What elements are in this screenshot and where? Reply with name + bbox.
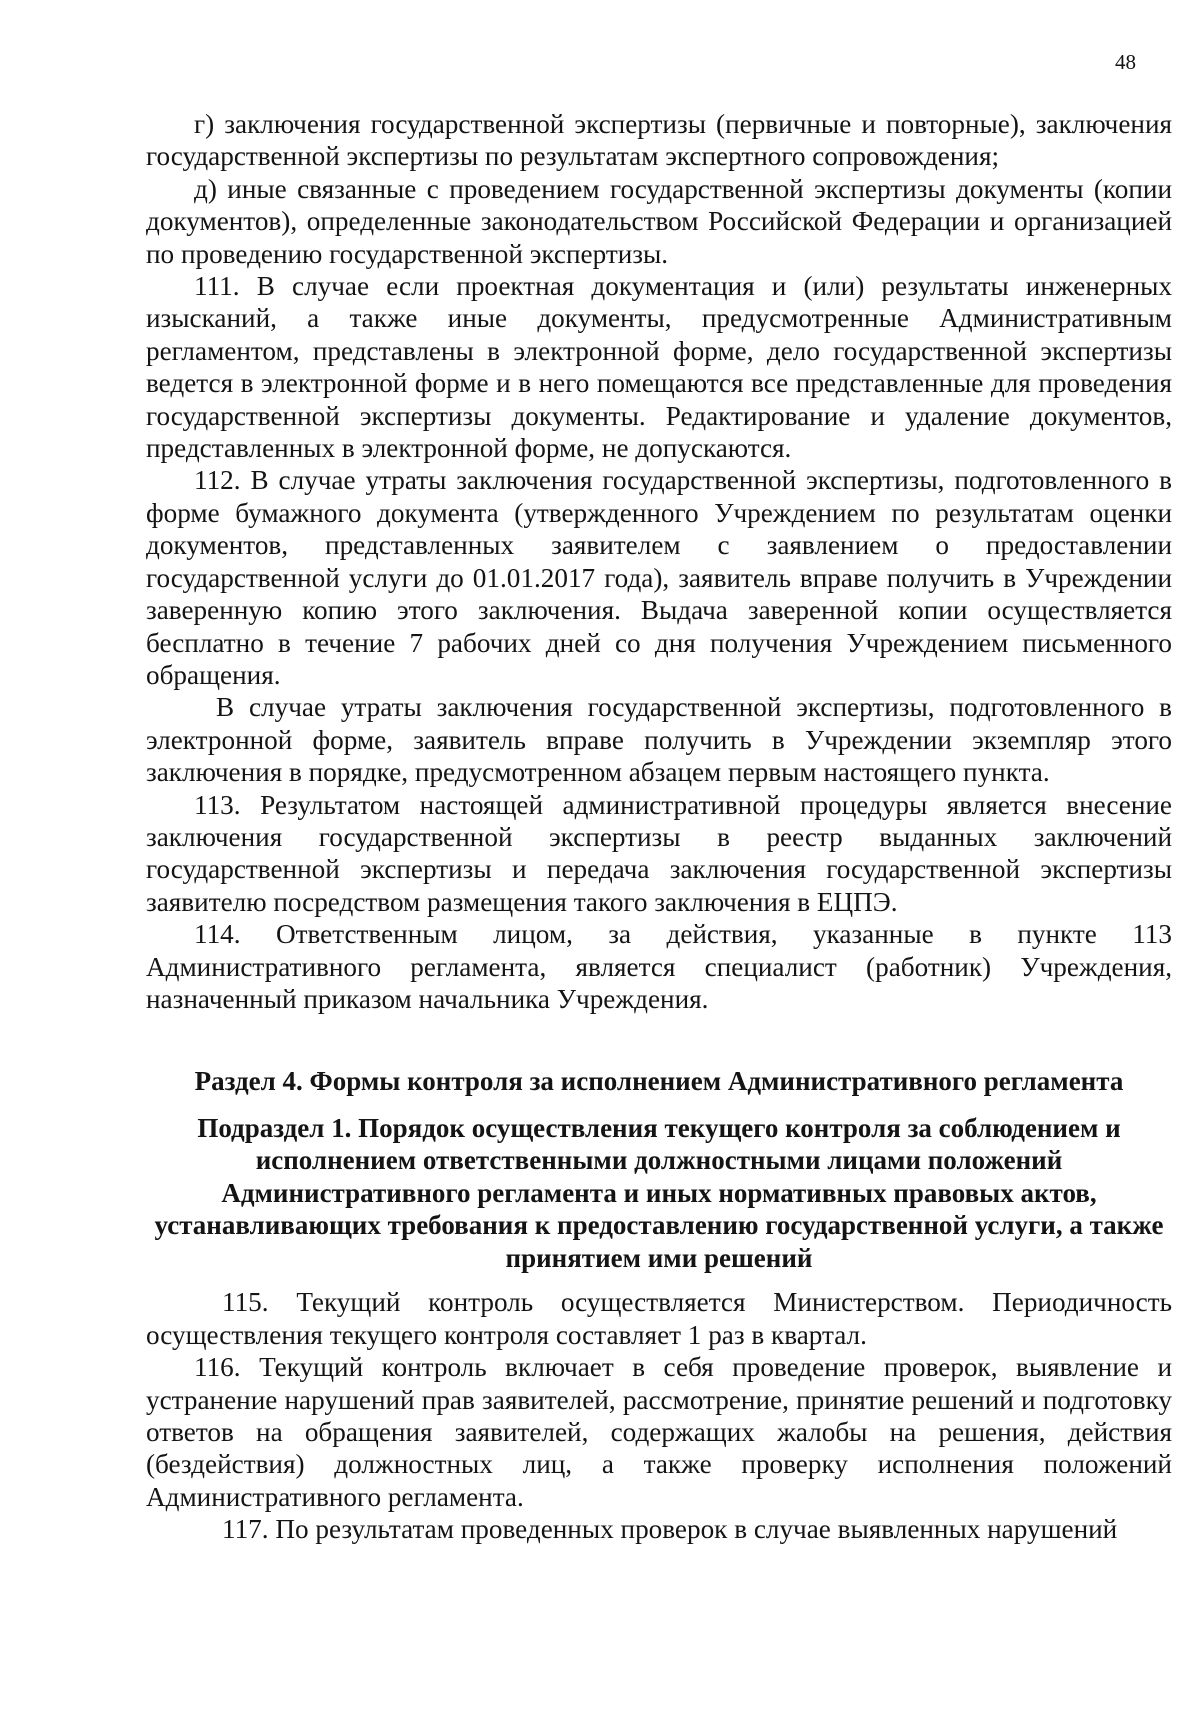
paragraph-item-d: д) иные связанные с проведением государственной экспертизы документы (копии документов), определенные законодательством Российской Федерации и организацией по проведению государственной экспертизы.	[146, 173, 1172, 269]
paragraph-116: 116. Текущий контроль включает в себя проведение проверок, выявление и устранение нарушений прав заявителей, рассмотрение, принятие решений и подготовку ответов на обращения заявителей, содержащих жалобы на решения, действия (бездействия) должностных лиц, а также проверку исполнения положений Административного регламента.	[146, 1352, 1172, 1512]
page-number: 48	[1115, 50, 1136, 74]
paragraph-112: 112. В случае утраты заключения государственной экспертизы, подготовленного в форме бумажного документа (утвержденного Учреждением по результатам оценки документов, представленных заявителем с заявлением о предоставлении государственной услуги до 01.01.2017 года), заявитель вправе получить в Учреждении заверенную копию этого заключения. Выдача заверенной копии осуществляется бесплатно в течение 7 рабочих дней со дня получения Учреждением письменного обращения.	[146, 465, 1172, 690]
document-body	[146, 108, 1172, 1546]
paragraph-114: 114. Ответственным лицом, за действия, указанные в пункте 113 Административного регламента, является специалист (работник) Учреждения, назначенный приказом начальника Учреждения.	[146, 919, 1172, 1014]
section-heading: Раздел 4. Формы контроля за исполнением Административного регламента	[194, 1066, 1124, 1097]
paragraph-117: 117. По результатам проведенных проверок в случае выявленных нарушений	[222, 1514, 1118, 1545]
paragraph-113: 113. Результатом настоящей административной процедуры является внесение заключения государственной экспертизы в реестр выданных заключений государственной экспертизы и передача заключения государственной экспертизы заявителю посредством размещения такого заключения в ЕЦПЭ.	[146, 789, 1172, 917]
paragraph-item-g: г) заключения государственной экспертизы (первичные и повторные), заключения государственной экспертизы по результатам экспертного сопровождения;	[146, 109, 1172, 172]
paragraph-115: 115. Текущий контроль осуществляется Министерством. Периодичность осуществления текущего контроля составляет 1 раз в квартал.	[146, 1287, 1172, 1350]
paragraph-112-continued: В случае утраты заключения государственной экспертизы, подготовленного в электронной форме, заявитель вправе получить в Учреждении экземпляр этого заключения в порядке, предусмотренном абзацем первым настоящего пункта.	[146, 692, 1172, 788]
section-spacer	[146, 1015, 1172, 1065]
subsection-heading: Подраздел 1. Порядок осуществления текущего контроля за соблюдением и исполнением ответственными должностными лицами положений Административного регламента и иных нормативных правовых актов, устанавливающих требования к предоставлению государственной услуги, а также принятием ими решений	[154, 1112, 1164, 1273]
paragraph-111: 111. В случае если проектная документация и (или) результаты инженерных изысканий, а также иные документы, предусмотренные Административным регламентом, представлены в электронной форме, дело государственной экспертизы ведется в электронной форме и в него помещаются все представленные для проведения государственной экспертизы документы. Редактирование и удаление документов, представленных в электронной форме, не допускаются.	[146, 271, 1172, 464]
